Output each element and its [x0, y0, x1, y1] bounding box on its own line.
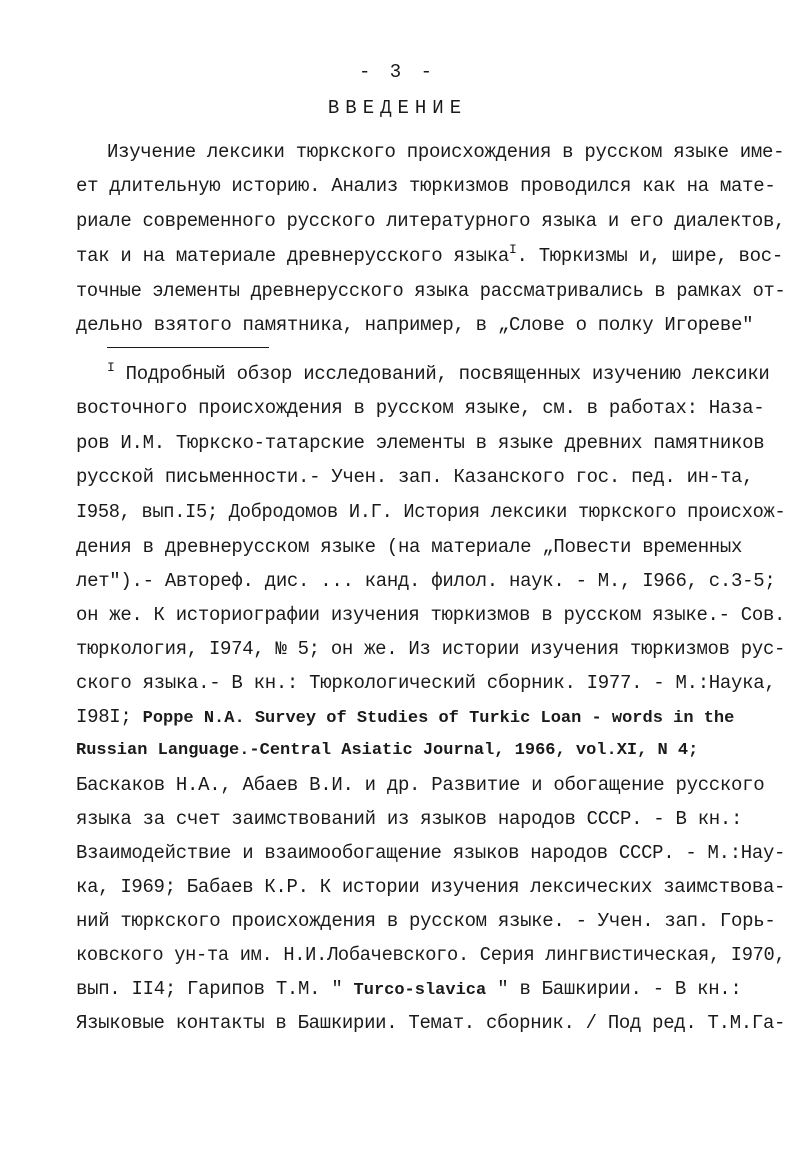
body-line: риале современного русского литературного языка и его диалектов,: [76, 210, 786, 232]
footnote-line: [107, 362, 770, 386]
body-line: дельно взятого памятника, например, в „Слове о полку Игореве": [76, 314, 754, 336]
latin-citation: Poppe N.A. Survey of Studies of Turkic Loan - words in the: [142, 709, 735, 728]
body-line: ет длительную историю. Анализ тюркизмов проводился как на мате-: [76, 175, 776, 197]
footnote-line: восточного происхождения в русском языке, см. в работах: Наза-: [76, 397, 765, 419]
footnote-line: [76, 977, 742, 1003]
footnote-line: ний тюркского происхождения в русском языке. - Учен. зап. Горь-: [76, 910, 776, 932]
footnote-line: лет").- Автореф. дис. ... канд. филол. наук. - М., I966, с.3-5;: [76, 570, 776, 592]
page-number: - 3 -: [358, 61, 436, 83]
footnote-text-fragment: вып. II4; Гарипов Т.М. ": [76, 978, 354, 1000]
body-text-fragment: так и на материале древнерусского языка: [76, 245, 509, 267]
footnote-line: тюркология, I974, № 5; он же. Из истории изучения тюркизмов рус-: [76, 638, 786, 660]
footnote-line: Языковые контакты в Башкирии. Темат. сборник. / Под ред. Т.М.Га-: [76, 1012, 786, 1034]
footnote-line: ского языка.- В кн.: Тюркологический сборник. I977. - М.:Наука,: [76, 672, 776, 694]
footnote-line: [76, 705, 734, 731]
footnote-text-fragment: Подробный обзор исследований, посвященных изучению лексики: [114, 363, 770, 385]
body-line: Изучение лексики тюркского происхождения в русском языке име-: [107, 141, 785, 163]
footnote-text-fragment: " в Башкирии. - В кн.:: [486, 978, 742, 1000]
footnote-text-fragment: I98I;: [76, 706, 143, 728]
footnote-line: ров И.М. Тюркско-татарские элементы в языке древних памятников: [76, 432, 765, 454]
latin-citation: Turco-slavica: [353, 981, 487, 1000]
footnote-line: Russian Language.-Central Asiatic Journal, 1966, vol.XI, N 4;: [76, 741, 699, 760]
footnote-line: ка, I969; Бабаев К.Р. К истории изучения лексических заимствова-: [76, 876, 786, 898]
footnote-marker: I: [107, 360, 115, 375]
footnote-separator: [107, 347, 269, 348]
footnote-line: ковского ун-та им. Н.И.Лобачевского. Серия лингвистическая, I970,: [76, 944, 786, 966]
footnote-line: I958, вып.I5; Добродомов И.Г. История лексики тюркского происхож-: [76, 501, 786, 523]
body-line: [76, 244, 783, 268]
footnote-line: Взаимодействие и взаимообогащение языков народов СССР. - М.:Нау-: [76, 842, 786, 864]
body-text-fragment: . Тюркизмы и, шире, вос-: [516, 245, 783, 267]
page-title: ВВЕДЕНИЕ: [327, 97, 468, 119]
footnote-line: Баскаков Н.А., Абаев В.И. и др. Развитие и обогащение русского: [76, 774, 765, 796]
footnote-line: языка за счет заимствований из языков народов СССР. - В кн.:: [76, 808, 743, 830]
footnote-line: дения в древнерусском языке (на материале „Повести временных: [76, 536, 743, 558]
footnote-reference: I: [508, 242, 517, 257]
footnote-line: русской письменности.- Учен. зап. Казанского гос. пед. ин-та,: [76, 466, 754, 488]
body-line: точные элементы древнерусского языка рассматривались в рамках от-: [76, 280, 786, 302]
footnote-line: он же. К историографии изучения тюркизмов в русском языке.- Сов.: [76, 604, 786, 626]
